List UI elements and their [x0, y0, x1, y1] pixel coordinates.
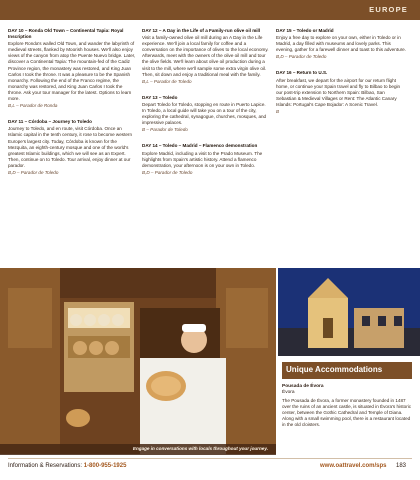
day-meal: B,D – Parador de Toledo [142, 169, 193, 175]
photo-caption-bar [0, 444, 276, 455]
reservations-label: Information & Reservations: [8, 463, 83, 469]
day-meal: B,L – Parador de Toledo [142, 78, 192, 84]
day-entry [142, 28, 270, 85]
region-label: EUROPE [369, 5, 408, 14]
day-entry [276, 70, 406, 115]
day-body: Visit a family-owned olive oil mill during an A Day in the Life experience. We'll join a local family for coffee and a conversation on the importance of olives to the local economy. Afterwards, meet with the owners of the olive oil mill and tour the olive fields. We'll learn about olive oil production during a visit to the mill, where we'll sample some extra virgin olive oil. Then, sit down and enjoy a traditional meal with the family. [142, 35, 269, 77]
pousada-photo [278, 268, 420, 356]
pousada-night-illustration [278, 268, 420, 356]
day-entry [276, 28, 406, 60]
photo-caption: Engage in conversations with locals throughout your journey. [132, 446, 268, 451]
day-title: DAY 14 – Toledo – Madrid – Flamenco demonstration [142, 143, 258, 149]
page-number: 183 [396, 463, 407, 469]
day-title: DAY 13 – Toledo [142, 94, 178, 100]
day-meal: B,L – Parador de Ronda [8, 103, 58, 109]
page-footer [0, 458, 420, 480]
day-body: Explore Ronda's walled Old Town, and wander the labyrinth of medieval streets, flanked by Moorish houses. We'll also enjoy views of the canyon from atop the Puente Nuevo bridge. Later, discover a Continental Tapia: The mountain-fed of the Cadiz Province region, the monastery was restored, and King Juan Carlos I took the throne. It was a pleasure to be the Spanish monarchy. Following the end of the Franco regime, the monarchy was restored, and King Juan Carlos I took the throne. Ask your tour manager for the latest. Options to learn more. [8, 41, 136, 102]
accommodations-heading: Unique Accommodations [282, 362, 412, 379]
accommodation-description: The Pousada de Évora, a former monastery founded in 1487 over the ruins of an ancient castle, is situated in Évora's historic center, between the Gothic Cathedral and Temple of Diana. Along with a small swimming pool, there is a restaurant located in the old cloisters. [282, 398, 412, 427]
day-body: Depart Toledo for Toledo, stopping en route in Puerto Lapice. In Toledo, a local guide will take you on a tour of the city, exploring the cathedral, synagogue, churches, mosques, and impressive palaces. [142, 101, 267, 126]
day-entry [142, 95, 270, 134]
day-meal: B – Parador de Toledo [142, 127, 188, 133]
day-title: DAY 11 – Córdoba – Journey to Toledo [8, 119, 92, 125]
accommodation-name: Pousada de Évora [282, 384, 324, 389]
accommodation-city: Évora [282, 390, 295, 395]
itinerary-column-3 [276, 28, 406, 125]
day-title: DAY 10 – Ronda Old Town – Continental Tapia: Royal Inscription [8, 28, 124, 40]
unique-accommodations [282, 362, 412, 454]
website-link[interactable]: www.oattravel.com/sps [320, 463, 387, 469]
day-title: DAY 12 – A Day in the Life of a Family-run olive oil mill [142, 28, 261, 33]
day-entry [8, 119, 136, 176]
baker-photo [0, 268, 276, 454]
day-meal: B,D – Parador de Toledo [8, 169, 59, 175]
day-body: Explore Madrid, including a visit to the Prado Museum. The highlights from Spain's artistic history. Attend a flamenco demonstration, your afternoon is on your own in Toledo. [142, 150, 263, 168]
day-body: Enjoy a free day to explore on your own, either in Toledo or in Madrid, a day filled with museums and lovely parks. This evening, gather for a farewell dinner and toast to this adventure. [276, 35, 406, 53]
baker-scene-illustration [0, 268, 276, 454]
region-band [0, 0, 420, 20]
reservations-info [8, 463, 126, 469]
day-meal: B,D – Parador de Toledo [276, 54, 327, 60]
day-body: Journey to Toledo, and en route, visit Córdoba. Once an Islamic capital in the tenth century, it rose to become western Europe's largest city. Today, Córdoba is known for the Mezquita, an eighth-century mosque and one of the world's greatest Islamic buildings, which we will see as an Expert. Then, continue on to Toledo. Tour arrival, enjoy dinner at our parador. [8, 126, 133, 168]
day-entry [142, 143, 270, 175]
day-meal: B [276, 109, 280, 115]
itinerary-column-2 [142, 28, 270, 186]
itinerary-column-1 [8, 28, 136, 186]
day-entry [8, 28, 136, 109]
day-title: DAY 16 – Return to U.S. [276, 70, 328, 76]
day-body: After breakfast, we depart for the airport for our return flight home, or continue your Spain travel and fly to Bilbao to begin our post-trip extension to Northern Spain: Bilbao, San Sebastian & Medieval Villages or Rent: The Atlantic Canary Islands: Portugal's Cape Bojador: A Scenic Travel. [276, 77, 401, 107]
day-title: DAY 15 – Toledo or Madrid [276, 28, 334, 33]
footer-divider [8, 458, 412, 459]
reservations-phone[interactable]: 1-800-955-1925 [83, 463, 127, 469]
